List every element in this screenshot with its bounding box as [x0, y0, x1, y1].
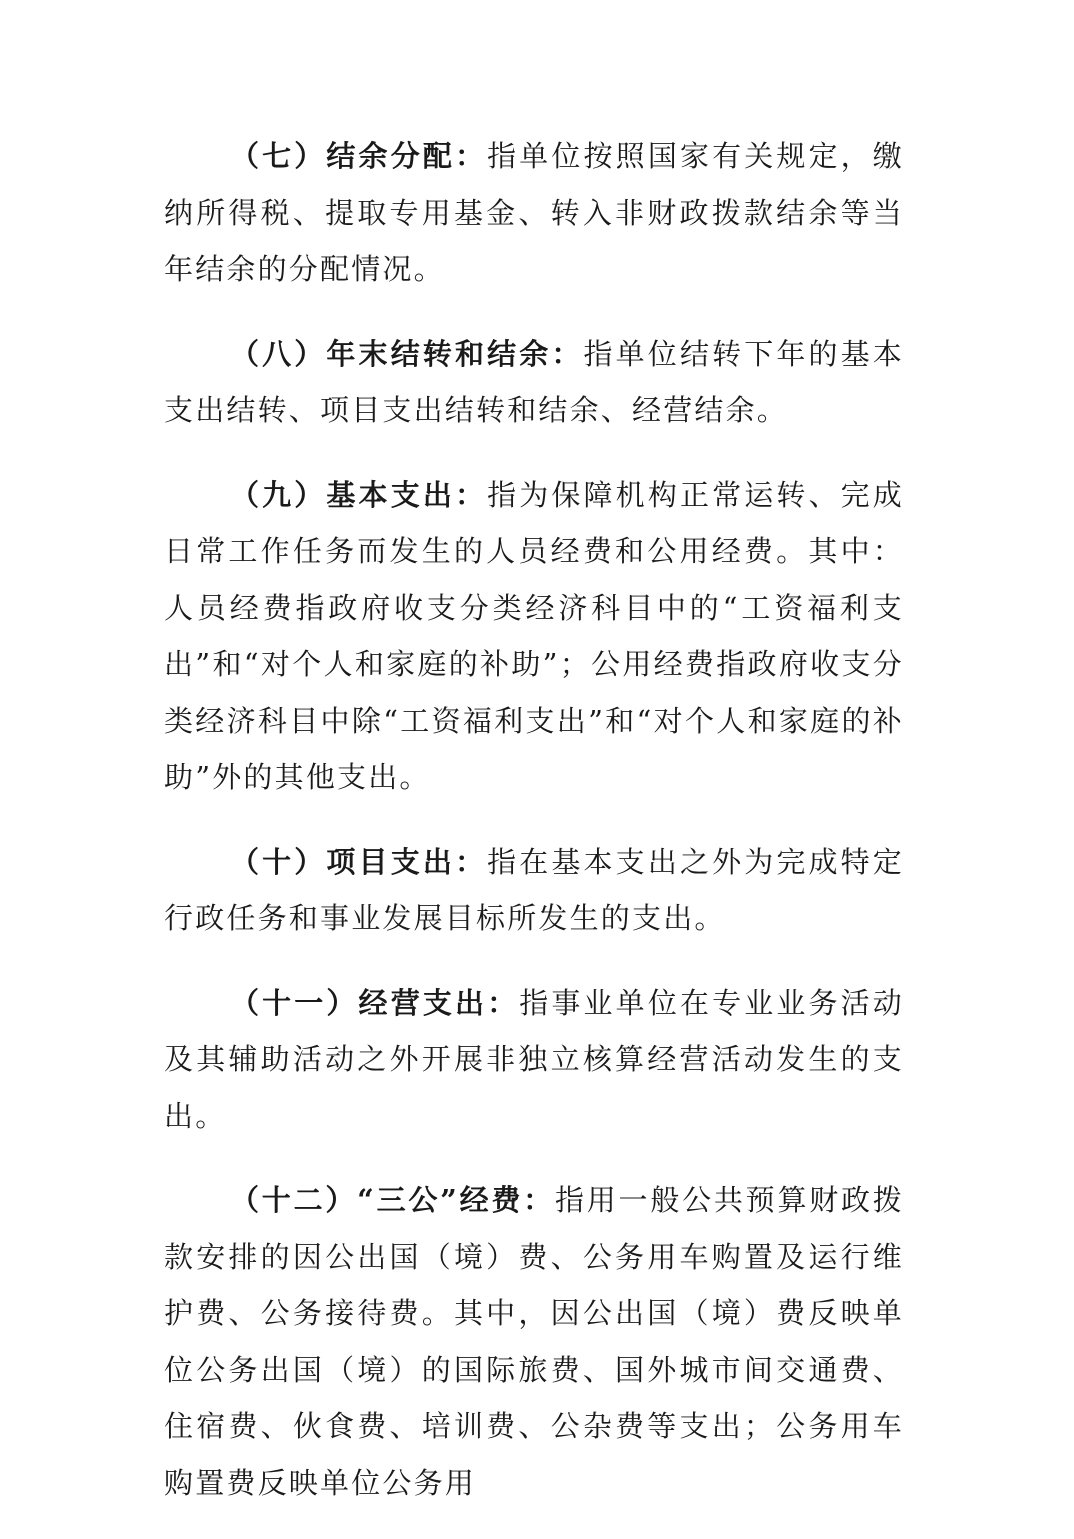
term-heading: （七）结余分配：: [230, 139, 488, 173]
paragraph-text: 指事业单位在专业业务活动及其辅助活动之外开展非独立核算经营活动发生的支出。: [164, 985, 904, 1133]
paragraph-text: 指用一般公共预算财政拨款安排的因公出国（境）费、公务用车购置及运行维护费、公务接待费。其中，因公出国（境）费反映单位公务出国（境）的国际旅费、国外城市间交通费、住宿费、伙食费、培训费、公杂费等支出；公务用车购置费反映单位公务用: [164, 1183, 905, 1500]
paragraph-text: 指在基本支出之外为完成特定行政任务和事业发展目标所发生的支出。: [164, 844, 904, 935]
term-heading: （八）年末结转和结余：: [230, 336, 584, 371]
paragraph-text: 指为保障机构正常运转、完成日常工作任务而发生的人员经费和公用经费。其中：人员经费指政府收支分类经济科目中的“工资福利支出”和“对个人和家庭的补助”；公用经费指政府收支分类经济科目中除“工资福利支出”和“对个人和家庭的补助”外的其他支出。: [164, 477, 904, 794]
paragraph-operating-expenditure: [164, 975, 904, 1145]
paragraph-year-end-carryover: [164, 326, 904, 439]
document-page: [164, 128, 904, 1539]
paragraph-basic-expenditure: [164, 467, 904, 806]
paragraph-text: 指单位按照国家有关规定，缴纳所得税、提取专用基金、转入非财政拨款结余等当年结余的分配情况。: [164, 139, 904, 286]
paragraph-surplus-distribution: [164, 128, 904, 298]
term-heading: （十一）经营支出：: [230, 985, 520, 1020]
term-heading: （九）基本支出：: [230, 477, 488, 512]
term-heading: （十）项目支出：: [230, 844, 488, 879]
paragraph-text: 指单位结转下年的基本支出结转、项目支出结转和结余、经营结余。: [164, 336, 904, 427]
paragraph-project-expenditure: [164, 834, 904, 947]
term-heading: （十二）“三公”经费：: [230, 1183, 555, 1217]
paragraph-three-public-expenses: [164, 1172, 904, 1511]
